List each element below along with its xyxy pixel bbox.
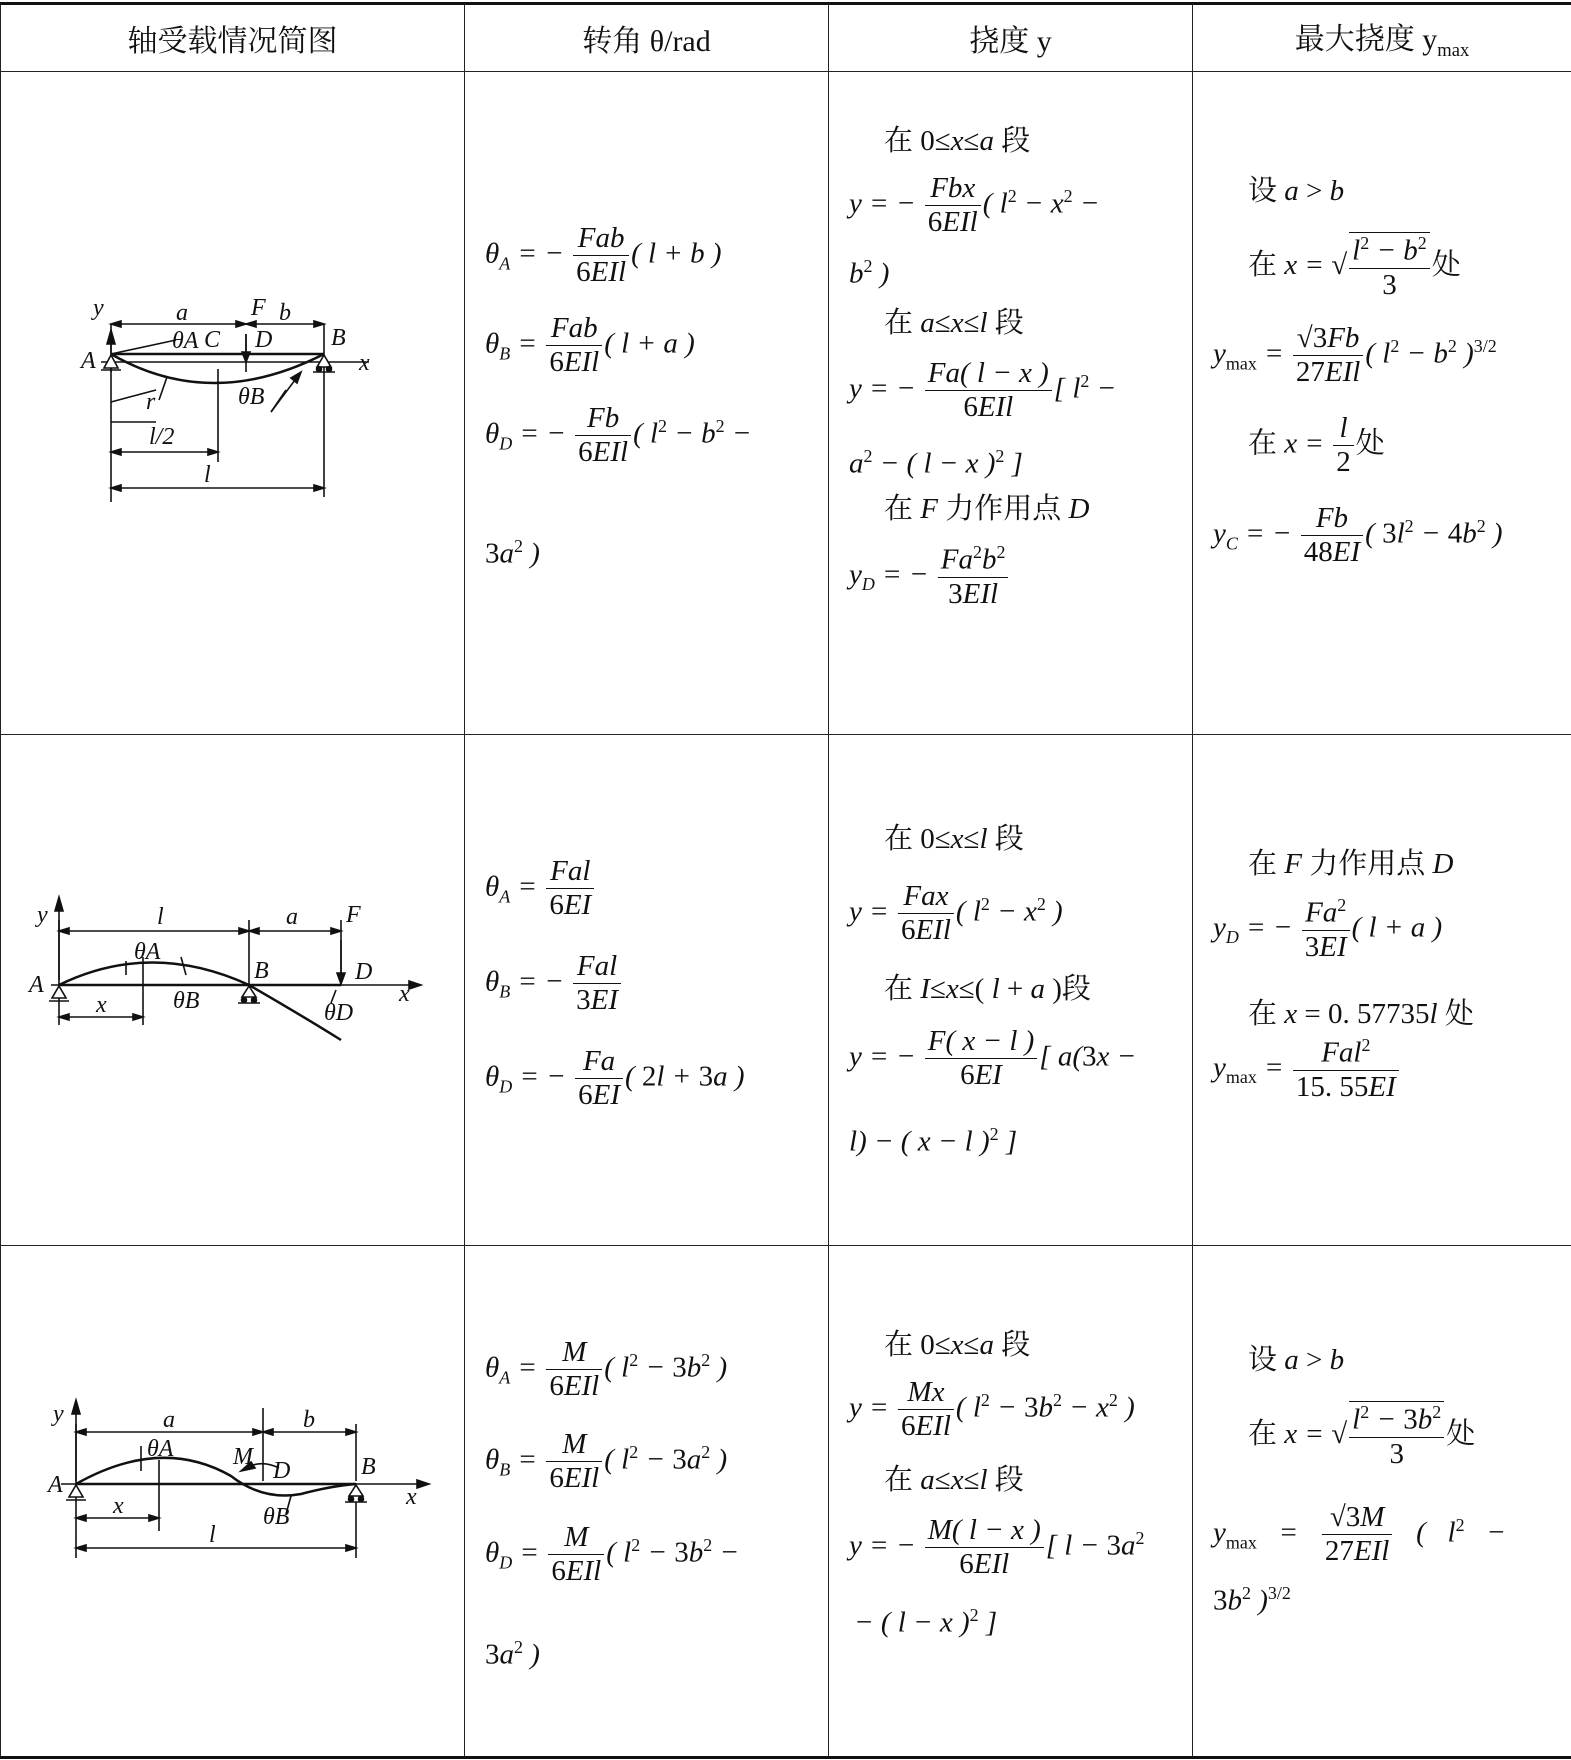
ymax-formula: $y_{max}$ = √3Fb 27EIl ( $l^2 - b^2$ )$^{3/2}$ bbox=[1213, 322, 1497, 389]
deflection-formula: y = − Fbx 6EIl ( $l^2 - x^2$ − bbox=[849, 172, 1100, 239]
location-label: 在 x = 0. 57735l 处 bbox=[1248, 998, 1474, 1030]
label-l: l bbox=[209, 1522, 216, 1548]
theta-b-formula: $\theta_B$ = − Fal 3EI bbox=[485, 950, 623, 1018]
label-F: F bbox=[251, 295, 266, 321]
header-angle bbox=[465, 4, 829, 72]
deflection-cell-1 bbox=[829, 72, 1193, 735]
label-c: C bbox=[204, 327, 221, 353]
deflection-formula-cont: − ( l − x )$^2$ ] bbox=[854, 1605, 998, 1639]
location-formula: 在 x = √ $\frac{l^2 - 3b^2}{3}$ 处 bbox=[1248, 1402, 1476, 1470]
location-formula: 在 x = √ $\frac{l^2 - b^2}{3}$ 处 bbox=[1248, 233, 1461, 301]
segment-label: 在 0≤x≤l 段 bbox=[884, 823, 1024, 855]
ymax-formula-cont: $3b^2$ )$^{3/2}$ bbox=[1213, 1583, 1291, 1617]
label-x: x bbox=[359, 350, 370, 376]
deflection-formula: y = Fax 6EIl ( $l^2 - x^2$ ) bbox=[849, 880, 1063, 947]
label-theta-a: θA bbox=[134, 939, 161, 965]
header-deflection bbox=[829, 4, 1193, 72]
segment-label: 在 0≤x≤a 段 bbox=[884, 125, 1031, 157]
beam-diagram-couple-load bbox=[1, 1246, 465, 1756]
theta-d-formula-cont: $3a^2$ ) bbox=[485, 1637, 540, 1671]
label-theta-a: θA bbox=[172, 328, 199, 354]
label-l: l bbox=[157, 904, 164, 930]
label-a-support: A bbox=[29, 972, 44, 998]
label-b-support: B bbox=[361, 1454, 376, 1480]
header-row bbox=[1, 4, 1571, 72]
label-x: x bbox=[406, 1484, 417, 1510]
label-a: a bbox=[163, 1407, 175, 1433]
deflection-cell-2 bbox=[829, 735, 1193, 1246]
theta-b-formula: $\theta_B$ = M 6EIl ( $l^2 - 3a^2$ ) bbox=[485, 1428, 728, 1495]
segment-label: 在 0≤x≤a 段 bbox=[884, 1329, 1031, 1361]
label-d: D bbox=[273, 1458, 291, 1484]
header-deflection-label: 挠度 y bbox=[969, 25, 1052, 58]
deflection-formula: y = Mx 6EIl ( $l^2 - 3b^2 - x^2$ ) bbox=[849, 1376, 1135, 1443]
header-max-deflection bbox=[1193, 4, 1571, 72]
label-r: r bbox=[146, 389, 156, 415]
label-y: y bbox=[93, 295, 104, 321]
label-theta-d: θD bbox=[324, 1000, 354, 1026]
header-max-label: 最大挠度 y bbox=[1294, 23, 1438, 56]
angle-cell-1 bbox=[465, 72, 829, 735]
label-l: l bbox=[204, 462, 211, 488]
segment-label: 在 a≤x≤l 段 bbox=[884, 1464, 1024, 1496]
segment-label: 在 a≤x≤l 段 bbox=[884, 307, 1024, 339]
theta-a-formula: $\theta_A$ = − Fab 6EIl ( l + b ) bbox=[485, 222, 722, 289]
deflection-formula: y = − Fa( l − x ) 6EIl [ $l^2$ − bbox=[849, 357, 1117, 424]
header-diagram-label: 轴受载情况简图 bbox=[127, 25, 338, 58]
yc-formula: $y_C$ = − $\frac{Fb}{48EI}$ ( $3l^2 - 4b^2$ ) bbox=[1213, 502, 1503, 569]
label-b: b bbox=[279, 300, 291, 326]
condition-label: 设 a > b bbox=[1248, 1344, 1345, 1376]
angle-cell-3 bbox=[465, 1246, 829, 1758]
deflection-formula: y = − M( l − x ) 6EIl [ $l - 3a^2$ bbox=[849, 1514, 1145, 1581]
deflection-cell-3 bbox=[829, 1246, 1193, 1758]
label-y: y bbox=[53, 1401, 64, 1427]
beam-diagram-simply-supported-point-load bbox=[1, 72, 465, 734]
theta-a-formula: $\theta_A$ = M 6EIl ( $l^2 - 3b^2$ ) bbox=[485, 1336, 728, 1403]
label-a-support: A bbox=[81, 348, 96, 374]
deflection-formula: y = − $\frac{F( x - l )}{6EI}$ [ a(3x − bbox=[849, 1025, 1137, 1092]
label-d: D bbox=[255, 327, 273, 353]
condition-label: 设 a > b bbox=[1248, 175, 1345, 207]
max-cell-3 bbox=[1193, 1246, 1571, 1758]
table-row bbox=[1, 1246, 1571, 1758]
deflection-formula-cont: l) − ( x − l )$^2$ ] bbox=[849, 1124, 1018, 1158]
label-b-support: B bbox=[254, 958, 269, 984]
label-a: a bbox=[176, 300, 188, 326]
header-angle-label: 转角 θ/rad bbox=[582, 25, 711, 58]
label-theta-b: θB bbox=[173, 988, 200, 1014]
diagram-cell-1 bbox=[1, 72, 465, 735]
label-d: D bbox=[355, 959, 373, 985]
diagram-cell-3 bbox=[1, 1246, 465, 1758]
location-formula: 在 x = $\frac{l}{2}$ 处 bbox=[1248, 412, 1385, 479]
label-theta-a: θA bbox=[147, 1436, 174, 1462]
deflection-formula-cont: $a^2$ − ( l − x )$^2$ ] bbox=[849, 446, 1023, 480]
segment-label: 在 I≤x≤( l + a )段 bbox=[884, 973, 1091, 1005]
ymax-formula: $y_{max}$ = √3M 27EIl ( $l^2$ − bbox=[1213, 1501, 1506, 1568]
label-a: a bbox=[286, 904, 298, 930]
label-m: M bbox=[233, 1444, 253, 1470]
label-x: x bbox=[399, 981, 410, 1007]
label-F: F bbox=[346, 902, 361, 928]
beam-deflection-table bbox=[0, 2, 1571, 1759]
theta-d-formula: $\theta_D$ = − $\frac{Fa}{6EI}$ ( 2l + 3a ) bbox=[485, 1045, 745, 1112]
theta-b-formula: $\theta_B$ = Fab 6EIl ( l + a ) bbox=[485, 312, 695, 379]
beam-diagram-overhang-point-load bbox=[1, 735, 465, 1245]
max-cell-1 bbox=[1193, 72, 1571, 735]
point-label: 在 F 力作用点 D bbox=[884, 493, 1090, 525]
point-label: 在 F 力作用点 D bbox=[1248, 848, 1454, 880]
deflection-d-formula: $y_D$ = − $Fa^2b^2$ 3EIl bbox=[849, 542, 1010, 611]
deflection-formula-cont: $b^2$ ) bbox=[849, 256, 890, 290]
label-x-dim: x bbox=[96, 992, 107, 1018]
label-a-support: A bbox=[48, 1472, 63, 1498]
ymax-formula: $y_{max}$ = Fal$^2$ 15. 55EI bbox=[1213, 1035, 1401, 1104]
theta-a-formula: $\theta_A$ = Fal 6EI bbox=[485, 855, 596, 923]
theta-d-formula: $\theta_D$ = − Fb 6EIl ( $l^2 - b^2$ − bbox=[485, 402, 752, 469]
label-l-half: l/2 bbox=[149, 424, 175, 450]
header-max-sub: max bbox=[1437, 40, 1470, 61]
table-row bbox=[1, 735, 1571, 1246]
label-b: b bbox=[303, 1407, 315, 1433]
header-diagram bbox=[1, 4, 465, 72]
yd-formula: $y_D$ = − $\frac{Fa^2}{3EI}$ ( l + a ) bbox=[1213, 895, 1443, 963]
diagram-cell-2 bbox=[1, 735, 465, 1246]
label-theta-b: θB bbox=[238, 384, 265, 410]
table-row bbox=[1, 72, 1571, 735]
label-theta-b: θB bbox=[263, 1504, 290, 1530]
label-x-dim: x bbox=[113, 1493, 124, 1519]
label-b-support: B bbox=[331, 325, 346, 351]
label-y: y bbox=[37, 902, 48, 928]
max-cell-2 bbox=[1193, 735, 1571, 1246]
theta-d-formula-cont: $3a^2$ ) bbox=[485, 536, 540, 570]
angle-cell-2 bbox=[465, 735, 829, 1246]
theta-d-formula: $\theta_D$ = M 6EIl ( $l^2 - 3b^2$ − bbox=[485, 1521, 740, 1588]
